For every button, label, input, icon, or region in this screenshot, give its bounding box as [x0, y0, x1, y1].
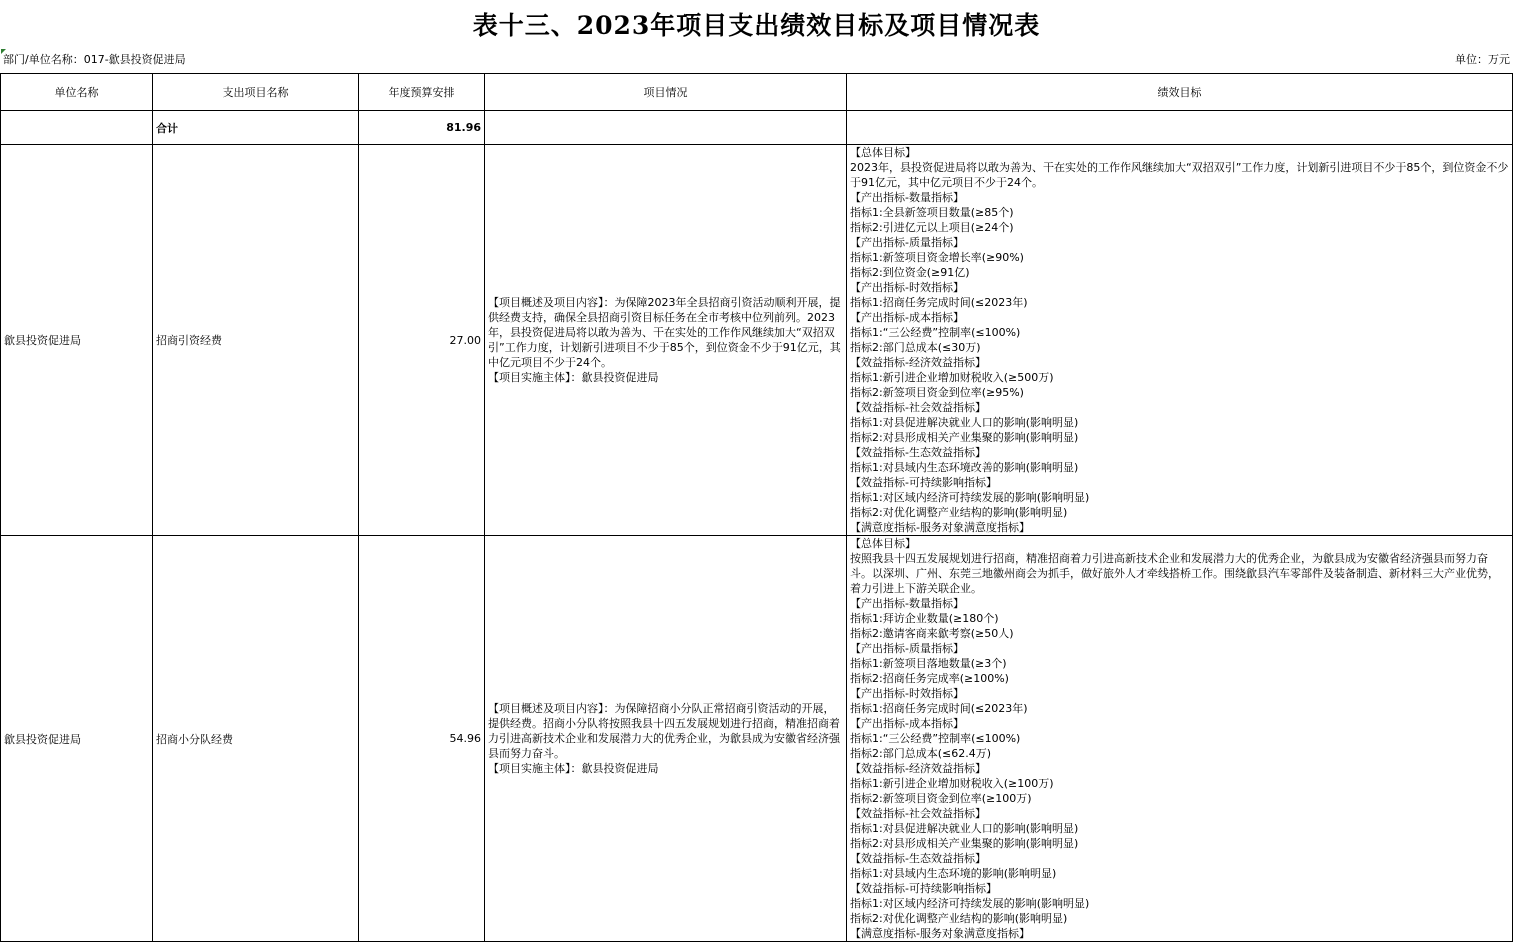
- text-line: 指标1:对区域内经济可持续发展的影响(影响明显): [850, 491, 1090, 504]
- text-line: 指标1:“三公经费”控制率(≤100%): [850, 326, 1021, 339]
- text-line: 指标2:对县形成相关产业集聚的影响(影响明显): [850, 431, 1079, 444]
- table-row: [1, 536, 1513, 942]
- text-line: 【产出指标-数量指标】: [850, 597, 964, 610]
- text-line: 指标1:新签项目落地数量(≥3个): [850, 657, 1007, 670]
- row-budget: 27.00: [359, 145, 485, 536]
- text-line: 指标1:新签项目资金增长率(≥90%): [850, 251, 1024, 264]
- text-line: 【满意度指标-服务对象满意度指标】: [850, 927, 1030, 940]
- total-label: 合计: [153, 111, 359, 145]
- text-line: 【项目概述及项目内容】：为保障2023年全县招商引资活动顺利开展，提供经费支持，确保全县招商引资目标任务在全市考核中位列前列。2023年，县投资促进局将以敢为善为、干在实处的工作作风继续加大“双招双引”工作力度，计划新引进项目不少于85个，到位资金不少于91亿元，其中亿元项目不少于24个。: [488, 296, 841, 369]
- text-line: 【产出指标-数量指标】: [850, 191, 964, 204]
- header-situation: 项目情况: [485, 74, 847, 111]
- row-unit: 歙县投资促进局: [1, 145, 153, 536]
- text-line: 2023年，县投资促进局将以敢为善为、干在实处的工作作风继续加大“双招双引”工作力度，计划新引进项目不少于85个，到位资金不少于91亿元，其中亿元项目不少于24个。: [850, 161, 1509, 189]
- page-title: 表十三、2023年项目支出绩效目标及项目情况表: [472, 11, 1041, 40]
- total-performance-cell: [847, 111, 1513, 145]
- text-line: 指标1:招商任务完成时间(≤2023年): [850, 702, 1028, 715]
- text-line: 指标1:对县域内生态环境的影响(影响明显): [850, 867, 1057, 880]
- text-line: 指标2:新签项目资金到位率(≥95%): [850, 386, 1024, 399]
- unit-label: 单位：万元: [1455, 53, 1510, 66]
- row-performance: [847, 145, 1513, 536]
- text-line: 指标2:到位资金(≥91亿): [850, 266, 970, 279]
- text-line: 【产出指标-质量指标】: [850, 642, 964, 655]
- text-line: 指标2:部门总成本(≤62.4万): [850, 747, 991, 760]
- text-line: 指标2:招商任务完成率(≥100%): [850, 672, 1009, 685]
- total-situation-cell: [485, 111, 847, 145]
- text-line: 指标2:对优化调整产业结构的影响(影响明显): [850, 912, 1068, 925]
- text-line: 【满意度指标-服务对象满意度指标】: [850, 521, 1030, 534]
- text-line: 指标1:“三公经费”控制率(≤100%): [850, 732, 1021, 745]
- row-situation: [485, 536, 847, 942]
- text-line: 【效益指标-可持续影响指标】: [850, 882, 997, 895]
- header-performance: 绩效目标: [847, 74, 1513, 111]
- text-line: 【产出指标-时效指标】: [850, 281, 964, 294]
- text-line: 【产出指标-成本指标】: [850, 311, 964, 324]
- text-line: 【效益指标-社会效益指标】: [850, 401, 986, 414]
- header-project-name: 支出项目名称: [153, 74, 359, 111]
- text-line: 【产出指标-质量指标】: [850, 236, 964, 249]
- text-line: 指标1:全县新签项目数量(≥85个): [850, 206, 1014, 219]
- text-line: 指标1:新引进企业增加财税收入(≥100万): [850, 777, 1054, 790]
- text-line: 按照我县十四五发展规划进行招商，精准招商着力引进高新技术企业和发展潜力大的优秀企业，为歙县成为安徽省经济强县而努力奋斗。以深圳、广州、东莞三地徽州商会为抓手，做好旅外人才牵线搭桥工作。围绕歙县汽车零部件及装备制造、新材料三大产业优势，着力引进上下游关联企业。: [850, 552, 1499, 595]
- text-line: 【效益指标-生态效益指标】: [850, 446, 986, 459]
- text-line: 指标1:拜访企业数量(≥180个): [850, 612, 999, 625]
- text-line: 指标1:对县促进解决就业人口的影响(影响明显): [850, 822, 1079, 835]
- text-line: 指标1:对县域内生态环境改善的影响(影响明显): [850, 461, 1079, 474]
- text-line: 【总体目标】: [850, 537, 916, 550]
- text-line: 【效益指标-可持续影响指标】: [850, 476, 997, 489]
- total-value: 81.96: [359, 111, 485, 145]
- text-line: 指标1:招商任务完成时间(≤2023年): [850, 296, 1028, 309]
- total-row: [1, 111, 1513, 145]
- text-line: 【项目概述及项目内容】：为保障招商小分队正常招商引资活动的开展，提供经费。招商小分队将按照我县十四五发展规划进行招商，精准招商着力引进高新技术企业和发展潜力大的优秀企业，为歙县成为安徽省经济强县而努力奋斗。: [488, 702, 840, 760]
- text-line: 【总体目标】: [850, 146, 916, 159]
- row-budget: 54.96: [359, 536, 485, 942]
- text-line: 【产出指标-成本指标】: [850, 717, 964, 730]
- text-line: 【效益指标-经济效益指标】: [850, 356, 986, 369]
- table-header-row: [1, 74, 1513, 111]
- text-line: 指标1:对县促进解决就业人口的影响(影响明显): [850, 416, 1079, 429]
- text-line: 【项目实施主体】：歙县投资促进局: [488, 762, 659, 775]
- text-line: 指标1:对区域内经济可持续发展的影响(影响明显): [850, 897, 1090, 910]
- text-line: 【效益指标-生态效益指标】: [850, 852, 986, 865]
- text-line: 【产出指标-时效指标】: [850, 687, 964, 700]
- text-line: 指标2:部门总成本(≤30万): [850, 341, 981, 354]
- text-line: 【效益指标-社会效益指标】: [850, 807, 986, 820]
- row-situation: [485, 145, 847, 536]
- header-unit-name: 单位名称: [1, 74, 153, 111]
- text-line: 指标2:对县形成相关产业集聚的影响(影响明显): [850, 837, 1079, 850]
- row-performance: [847, 536, 1513, 942]
- row-project: 招商小分队经费: [153, 536, 359, 942]
- row-project: 招商引资经费: [153, 145, 359, 536]
- text-line: 【项目实施主体】：歙县投资促进局: [488, 371, 659, 384]
- text-line: 指标2:新签项目资金到位率(≥100万): [850, 792, 1032, 805]
- department-label: 部门/单位名称：017-歙县投资促进局: [3, 53, 186, 66]
- text-line: 指标2:邀请客商来歙考察(≥50人): [850, 627, 1014, 640]
- text-line: 指标2:对优化调整产业结构的影响(影响明显): [850, 506, 1068, 519]
- text-line: 指标2:引进亿元以上项目(≥24个): [850, 221, 1014, 234]
- header-budget: 年度预算安排: [359, 74, 485, 111]
- table-row: [1, 145, 1513, 536]
- text-line: 【效益指标-经济效益指标】: [850, 762, 986, 775]
- total-unit-cell: [1, 111, 153, 145]
- project-table: [0, 73, 1513, 942]
- text-line: 指标1:新引进企业增加财税收入(≥500万): [850, 371, 1054, 384]
- row-unit: 歙县投资促进局: [1, 536, 153, 942]
